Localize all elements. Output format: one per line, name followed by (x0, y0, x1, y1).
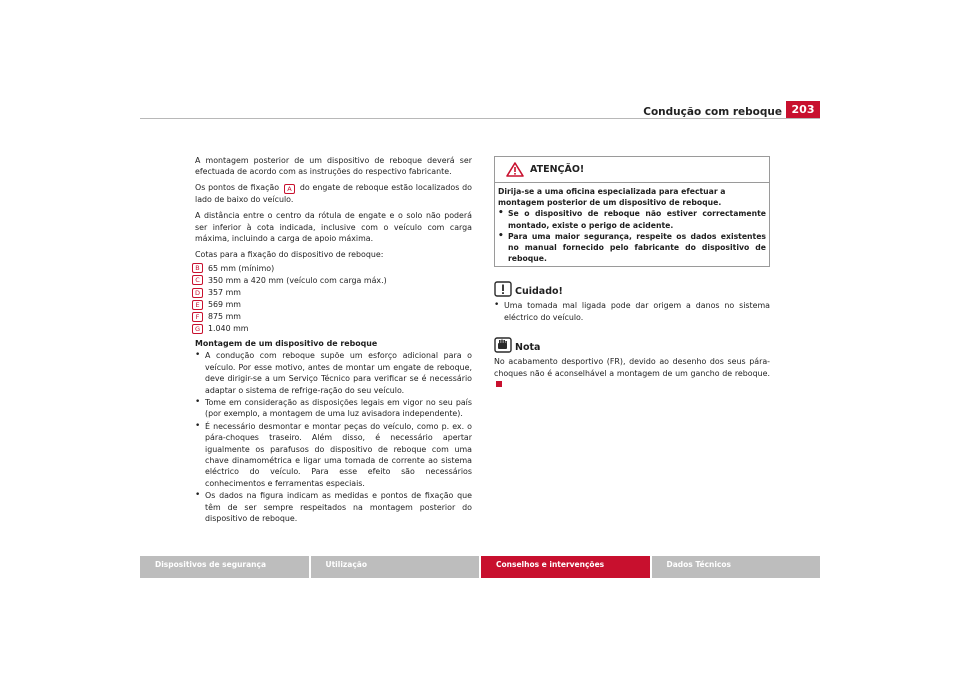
bullet-text: Para uma maior segurança, respeite os dados existentes no manual fornecido pelo fabricante do dispositivo de reboque. (508, 231, 766, 264)
bullet-icon: • (195, 350, 201, 361)
bullet-icon: • (494, 300, 500, 311)
page-number: 203 (786, 101, 820, 119)
bullet-icon: • (195, 490, 201, 501)
dimension-item (192, 299, 472, 311)
section-end-icon (496, 381, 502, 387)
note-text: No acabamento desportivo (FR), devido ao desenho dos seus pára-choques não é aconselhável a montagem de um gancho de reboque. (494, 357, 770, 378)
bullet-item (195, 490, 472, 524)
callout-f: F (192, 312, 203, 322)
warning-body (495, 183, 769, 266)
warning-box (494, 156, 770, 267)
dimension-value: 65 mm (mínimo) (208, 263, 275, 273)
bullet-text: Uma tomada mal ligada pode dar origem a danos no sistema eléctrico do veículo. (504, 301, 770, 322)
note-label: Nota (515, 341, 541, 353)
caution-bullet (494, 300, 770, 323)
bullet-icon: • (498, 230, 504, 241)
bullet-icon: • (498, 208, 504, 219)
note-hand-icon (494, 337, 512, 353)
footer-nav (140, 556, 820, 578)
intro-paragraph: A montagem posterior de um dispositivo de reboque deverá ser efectuada de acordo com as instruções do respectivo fabricante. (195, 156, 472, 177)
footer-tab-utilizacao[interactable]: Utilização (311, 556, 480, 578)
header-divider (140, 118, 820, 119)
note-paragraph (494, 356, 770, 390)
note-header (494, 337, 770, 353)
caution-label: Cuidado! (515, 286, 563, 298)
dimensions-intro: Cotas para a fixação do dispositivo de reboque: (195, 249, 384, 259)
warning-bullet (498, 208, 766, 230)
bullet-text: Tome em consideração as disposições legais em vigor no seu país (por exemplo, a montagem de uma luz avisadora independente). (205, 397, 472, 419)
dimension-value: 357 mm (208, 287, 241, 297)
dimension-item (192, 287, 472, 299)
warning-header (495, 157, 769, 183)
right-column (494, 156, 770, 395)
caution-exclamation-icon (494, 281, 512, 297)
warning-intro: Dirija-se a uma oficina especializada para efectuar a montagem posterior de um dispositivo de reboque. (498, 187, 726, 208)
bullet-item (195, 350, 472, 396)
bullet-item (195, 397, 472, 420)
warning-triangle-icon (506, 162, 524, 177)
dimension-item (192, 323, 472, 335)
footer-tab-dispositivos-seguranca[interactable]: Dispositivos de segurança (140, 556, 309, 578)
warning-bullet (498, 231, 766, 265)
dimension-value: 569 mm (208, 299, 241, 309)
page-title: Condução com reboque (643, 106, 782, 118)
warning-label: ATENÇÃO! (530, 163, 585, 175)
footer-tab-conselhos-intervencoes[interactable]: Conselhos e intervenções (481, 556, 650, 578)
bullet-icon: • (195, 396, 201, 407)
caution-header (494, 281, 770, 297)
left-column (195, 155, 472, 525)
dimension-item (192, 274, 472, 286)
callout-d: D (192, 288, 203, 298)
dimension-item (192, 311, 472, 323)
bullet-item (195, 421, 472, 489)
dimension-value: 1.040 mm (208, 324, 249, 334)
fixation-paragraph (195, 182, 472, 205)
bullet-text: Os dados na figura indicam as medidas e pontos de fixação que têm de ser sempre respeitados na montagem posterior do dispositivo de reboque. (205, 491, 472, 523)
dimension-value: 350 mm a 420 mm (veículo com carga máx.) (208, 275, 387, 285)
fixation-text-after: do engate de reboque estão localizados do lado de baixo do veículo. (195, 183, 472, 205)
bullet-icon: • (195, 420, 201, 431)
dimension-item (192, 262, 472, 274)
section-subheading: Montagem de um dispositivo de reboque (195, 338, 378, 348)
footer-tab-dados-tecnicos[interactable]: Dados Técnicos (652, 556, 821, 578)
dimensions-list (195, 262, 472, 335)
dimension-value: 875 mm (208, 312, 241, 322)
bullet-text: Se o dispositivo de reboque não estiver correctamente montado, existe o perigo de acidente. (508, 209, 766, 230)
callout-e: E (192, 300, 203, 310)
callout-b: B (192, 263, 203, 273)
bullet-text: É necessário desmontar e montar peças do veículo, como p. ex. o pára-choques traseiro. Além disso, é necessário apertar igualmente os parafusos do dispositivo de reboque com uma chave dinamométrica e ligar uma tomada de corrente ao sistema eléctrico do veículo. Para esse efeito são necessários conhecimentos e ferramentas especiais. (205, 421, 472, 488)
distance-paragraph: A distância entre o centro da rótula de engate e o solo não poderá ser inferior à cota indicada, inclusive com o veículo com carga máxima, incluindo a carga de apoio máxima. (195, 211, 472, 244)
callout-c: C (192, 275, 203, 285)
callout-g: G (192, 324, 203, 334)
bullet-text: A condução com reboque supõe um esforço adicional para o veículo. Por esse motivo, antes de montar um engate de reboque, deve dirigir-se a um Serviço Técnico para verificar se é necessário adaptar o sistema de refrige-ração do seu veículo. (205, 351, 472, 395)
fixation-text-before: Os pontos de fixação (195, 183, 280, 193)
callout-a: A (284, 184, 295, 194)
